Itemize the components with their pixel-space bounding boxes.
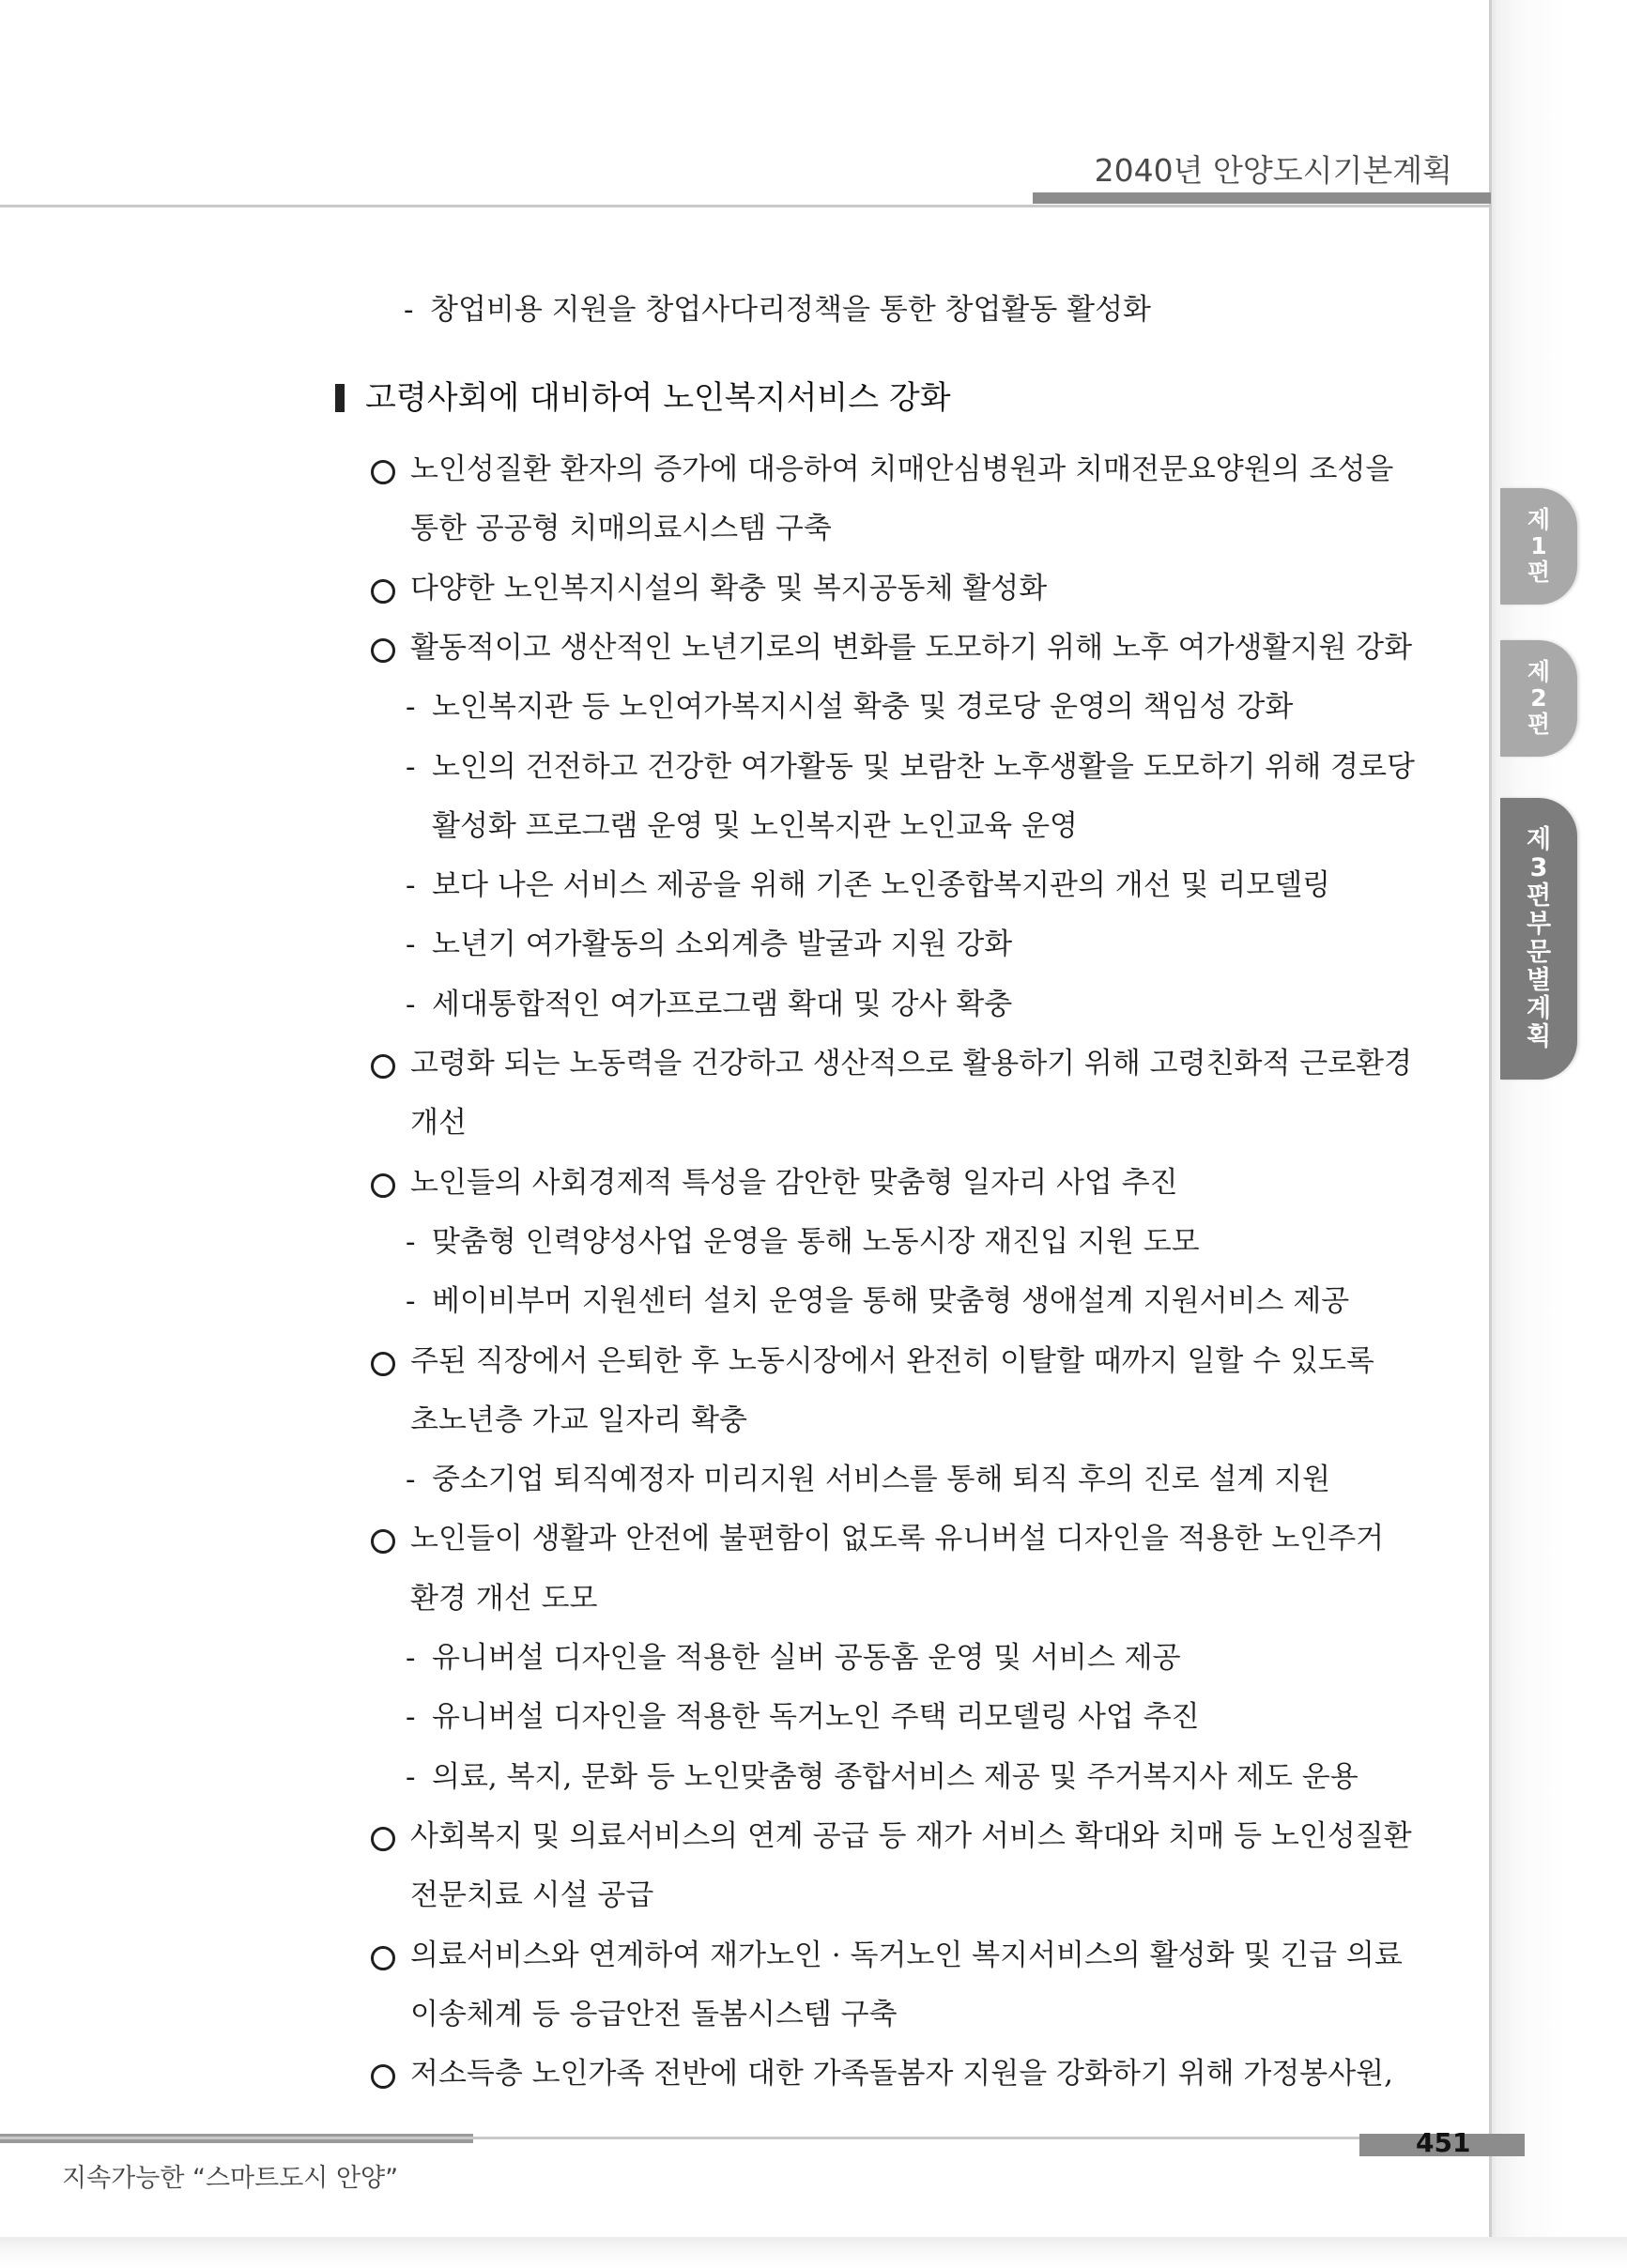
- side-tab-label: 제 3 편 부 문 별 계 획: [1526, 825, 1552, 1051]
- circle-bullet-icon: [371, 579, 395, 604]
- circle-bullet-icon: [371, 2064, 395, 2089]
- sub-item: 맞춤형 인력양성사업 운영을 통해 노동시장 재진입 지원 도모: [432, 1224, 1200, 1259]
- dash-marker: -: [406, 987, 416, 1021]
- dash-marker: -: [406, 690, 416, 725]
- circle-bullet-icon: [371, 1173, 395, 1198]
- circle-bullet-icon: [371, 1054, 395, 1079]
- side-tab-part-3[interactable]: [1500, 798, 1577, 1080]
- header-rule: [0, 205, 1491, 207]
- continuation-line: 활성화 프로그램 운영 및 노인복지관 노인교육 운영: [432, 808, 1078, 843]
- running-header-title: 2040년 안양도시기본계획: [1094, 152, 1452, 189]
- dash-marker: -: [406, 1641, 416, 1675]
- continuation-line: 전문치료 시설 공급: [410, 1878, 654, 1913]
- dash-marker: -: [406, 927, 416, 962]
- continuation-line: 이송체계 등 응급안전 돌봄시스템 구축: [410, 1997, 898, 2031]
- sub-item: 중소기업 퇴직예정자 미리지원 서비스를 통해 퇴직 후의 진로 설계 지원: [432, 1463, 1331, 1497]
- sub-item: 의료, 복지, 문화 등 노인맞춤형 종합서비스 제공 및 주거복지사 제도 운용: [432, 1759, 1358, 1794]
- continuation-line: 환경 개선 도모: [410, 1581, 598, 1616]
- header-accent-rule: [1033, 192, 1491, 204]
- bullet-item: 저소득층 노인가족 전반에 대한 가족돌봄자 지원을 강화하기 위해 가정봉사원,: [410, 2057, 1393, 2092]
- bullet-item: 노인성질환 환자의 증가에 대응하여 치매안심병원과 치매전문요양원의 조성을: [410, 452, 1394, 486]
- circle-bullet-icon: [371, 1946, 395, 1970]
- sub-item: 유니버설 디자인을 적용한 실버 공동홈 운영 및 서비스 제공: [432, 1641, 1181, 1675]
- continuation-line: 통한 공공형 치매의료시스템 구축: [410, 512, 832, 546]
- dash-marker: -: [406, 1759, 416, 1794]
- page-edge-line: [1489, 0, 1492, 2268]
- bullet-item: 활동적이고 생산적인 노년기로의 변화를 도모하기 위해 노후 여가생활지원 강화: [410, 630, 1413, 665]
- circle-bullet-icon: [371, 1529, 395, 1554]
- sub-item: 노인복지관 등 노인여가복지시설 확충 및 경로당 운영의 책임성 강화: [432, 690, 1294, 725]
- dash-marker: -: [406, 868, 416, 903]
- page-edge-shadow: [1491, 0, 1627, 2268]
- dash-marker: -: [406, 1224, 416, 1259]
- intro-line: 창업비용 지원을 창업사다리정책을 통한 창업활동 활성화: [430, 293, 1151, 327]
- page-number: 451: [1416, 2127, 1471, 2158]
- footer-rule: [0, 2137, 1491, 2139]
- circle-bullet-icon: [371, 638, 395, 663]
- section-heading-text: 고령사회에 대비하여 노인복지서비스 강화: [365, 379, 951, 417]
- side-tab-part-1[interactable]: [1500, 488, 1577, 605]
- section-heading: [335, 377, 951, 419]
- continuation-line: 초노년층 가교 일자리 확충: [410, 1402, 747, 1437]
- bullet-item: 사회복지 및 의료서비스의 연계 공급 등 재가 서비스 확대와 치매 등 노인성질환: [410, 1818, 1412, 1853]
- sub-item: 유니버설 디자인을 적용한 독거노인 주택 리모델링 사업 추진: [432, 1700, 1200, 1735]
- circle-bullet-icon: [371, 460, 395, 484]
- side-tab-label: 제 1 편: [1527, 506, 1551, 586]
- sub-item: 노인의 건전하고 건강한 여가활동 및 보람찬 노후생활을 도모하기 위해 경로당: [432, 749, 1415, 784]
- dash-marker: -: [406, 1284, 416, 1319]
- bullet-item: 주된 직장에서 은퇴한 후 노동시장에서 완전히 이탈할 때까지 일할 수 있도록: [410, 1343, 1374, 1378]
- side-tab-label: 제 2 편: [1527, 658, 1551, 738]
- bullet-item: 노인들이 생활과 안전에 불편함이 없도록 유니버설 디자인을 적용한 노인주거: [410, 1522, 1385, 1556]
- dash-marker: -: [406, 749, 416, 784]
- circle-bullet-icon: [371, 1827, 395, 1851]
- circle-bullet-icon: [371, 1352, 395, 1376]
- continuation-line: 개선: [410, 1106, 467, 1141]
- sub-item: 세대통합적인 여가프로그램 확대 및 강사 확충: [432, 987, 1013, 1021]
- footer-tagline: 지속가능한 “스마트도시 안양”: [62, 2164, 399, 2193]
- sub-item: 베이비부머 지원센터 설치 운영을 통해 맞춤형 생애설계 지원서비스 제공: [432, 1284, 1350, 1319]
- bullet-item: 의료서비스와 연계하여 재가노인 · 독거노인 복지서비스의 활성화 및 긴급 의료: [410, 1938, 1403, 1972]
- sub-item: 보다 나은 서비스 제공을 위해 기존 노인종합복지관의 개선 및 리모델링: [432, 868, 1331, 903]
- bullet-item: 노인들의 사회경제적 특성을 감안한 맞춤형 일자리 사업 추진: [410, 1165, 1178, 1200]
- heading-bar-icon: [335, 384, 345, 412]
- bullet-item: 고령화 되는 노동력을 건강하고 생산적으로 활용하기 위해 고령친화적 근로환경: [410, 1047, 1413, 1080]
- dash-marker: -: [406, 1463, 416, 1497]
- dash-marker: -: [406, 1700, 416, 1735]
- bullet-item: 다양한 노인복지시설의 확충 및 복지공동체 활성화: [410, 571, 1048, 605]
- side-tab-part-2[interactable]: [1500, 640, 1577, 757]
- sub-item: 노년기 여가활동의 소외계층 발굴과 지원 강화: [432, 927, 1013, 962]
- page-bottom-shadow: [0, 2237, 1627, 2268]
- dash-marker: -: [404, 293, 414, 327]
